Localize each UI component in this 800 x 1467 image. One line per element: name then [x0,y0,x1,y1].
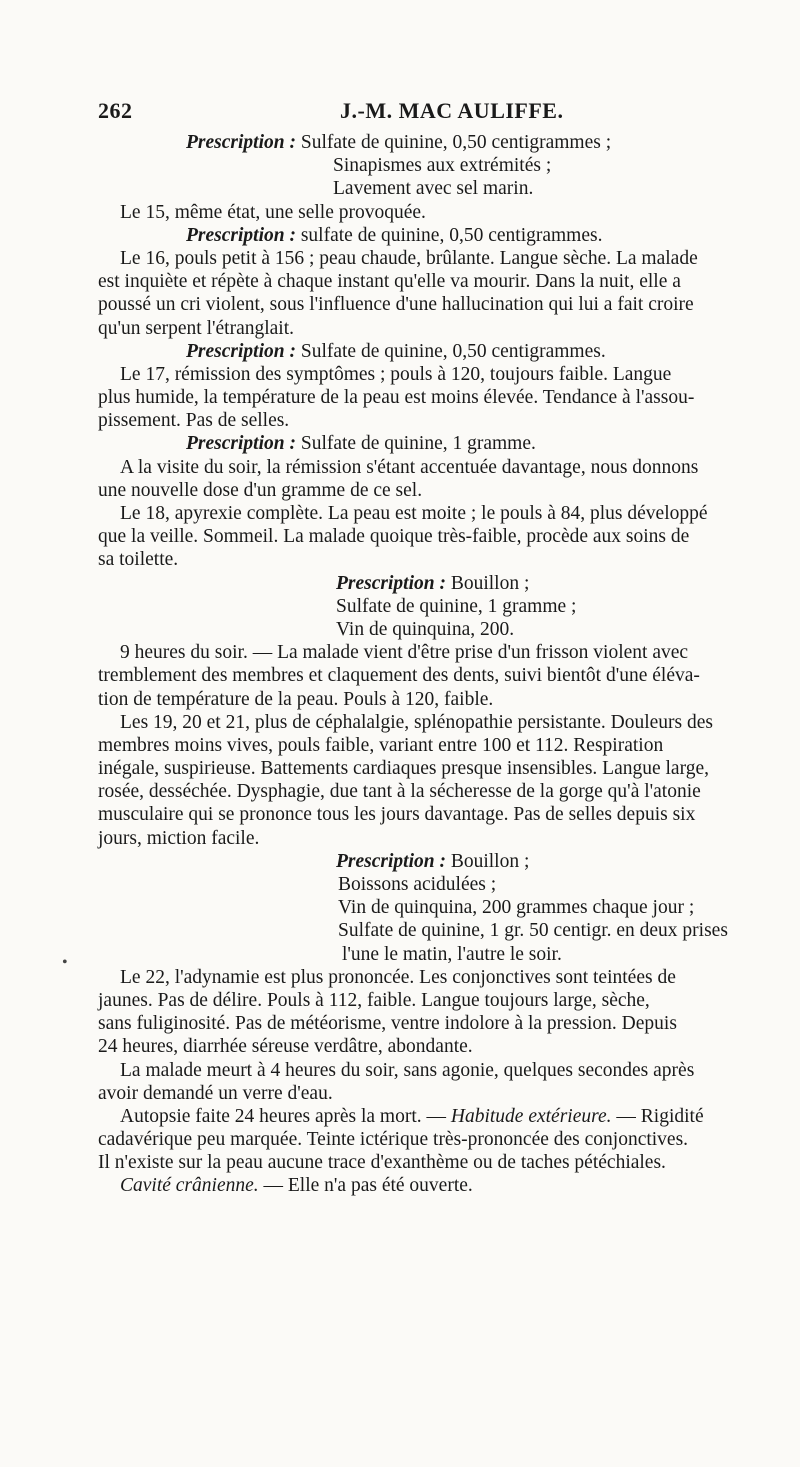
text-line [98,1083,758,1105]
running-title: J.-M. MAC AULIFFE. [340,98,564,123]
text-line [98,735,758,757]
text-line [98,619,758,641]
text-line [98,712,758,734]
line-text-tail: — Elle n'a pas été ouverte. [258,1175,473,1197]
line-text: Bouillon ; [445,850,530,872]
prescription-line [98,132,758,154]
text-line [98,294,758,316]
text-line [98,526,758,548]
line-text: A la visite du soir, la rémission s'étant accentuée davantage, nous donnons [120,456,699,478]
line-text: Le 22, l'adynamie est plus prononcée. Les conjonctives sont teintées de [120,966,676,988]
line-text: Sulfate de quinine, 1 gramme ; [336,595,577,617]
line-text-tail: — Rigidité [611,1105,704,1127]
line-text: rosée, desséchée. Dysphagie, due tant à la sécheresse de la gorge qu'à l'atonie [98,781,701,803]
line-text: jaunes. Pas de délire. Pouls à 112, faible. Langue toujours large, sèche, [98,989,650,1011]
line-text: jours, miction facile. [98,827,260,849]
text-line [98,1013,758,1035]
text-line [98,990,758,1012]
line-text: Le 17, rémission des symptômes ; pouls à 120, toujours faible. Langue [120,363,672,385]
text-line [98,248,758,270]
text-line [98,920,758,942]
line-text: Sulfate de quinine, 0,50 centigrammes. [295,340,606,362]
text-line [98,828,758,850]
line-text: qu'un serpent l'étranglait. [98,317,295,339]
text-line [98,897,758,919]
line-text: Le 16, pouls petit à 156 ; peau chaude, brûlante. Langue sèche. La malade [120,247,698,269]
line-text: Il n'existe sur la peau aucune trace d'exanthème ou de taches pétéchiales. [98,1152,666,1174]
text-line [98,689,758,711]
line-text: poussé un cri violent, sous l'influence d'une hallucination qui lui a fait croire [98,294,694,316]
text-line [98,271,758,293]
text-line [98,178,758,200]
line-text: l'une le matin, l'autre le soir. [342,943,562,965]
line-text: inégale, suspirieuse. Battements cardiaques presque insensibles. Langue large, [98,758,709,780]
prescription-label: Prescription : [186,132,296,153]
page-number: 262 [98,98,133,123]
prescription-line [98,433,758,455]
line-text: avoir demandé un verre d'eau. [98,1082,333,1104]
line-text: Le 18, apyrexie complète. La peau est moite ; le pouls à 84, plus développé [120,503,708,524]
line-text: est inquiète et répète à chaque instant qu'elle va mourir. Dans la nuit, elle a [98,271,681,293]
italic-heading: Cavité crânienne. [120,1175,259,1197]
line-text: 9 heures du soir. — La malade vient d'être prise d'un frisson violent avec [120,642,689,664]
italic-heading: Habitude extérieure. [450,1105,612,1127]
prescription-label: Prescription : [336,572,446,594]
line-text: Vin de quinquina, 200 grammes chaque jour ; [338,897,695,919]
line-text: que la veille. Sommeil. La malade quoique très-faible, procède aux soins de [98,526,690,548]
body-text [98,132,758,1199]
line-text: Autopsie faite 24 heures après la mort. — [120,1105,451,1127]
text-line [98,1175,758,1197]
line-text: sans fuliginosité. Pas de météorisme, ventre indolore à la pression. Depuis [98,1013,677,1035]
text-line [98,804,758,826]
text-line [98,1106,758,1128]
text-line [98,1152,758,1174]
line-text: La malade meurt à 4 heures du soir, sans agonie, quelques secondes après [120,1059,695,1081]
line-text: sa toilette. [98,549,179,571]
text-line [98,944,758,966]
text-line [98,665,758,687]
text-line [98,480,758,502]
prescription-line [98,341,758,363]
prescription-line [98,225,758,247]
text-line [98,318,758,340]
line-text: Sulfate de quinine, 1 gramme. [295,433,536,455]
text-line [98,1060,758,1082]
text-line [98,642,758,664]
line-text: sulfate de quinine, 0,50 centigrammes. [295,224,603,246]
text-line [98,503,758,525]
text-line [98,364,758,386]
line-text: Vin de quinquina, 200. [336,618,515,640]
text-line [98,410,758,432]
line-text: Sinapismes aux extrémités ; [333,155,552,177]
line-text: tremblement des membres et claquement des dents, suivi bientôt d'une éléva- [98,665,700,687]
line-text: Les 19, 20 et 21, plus de céphalalgie, splénopathie persistante. Douleurs des [120,711,713,733]
line-text: plus humide, la température de la peau est moins élevée. Tendance à l'assou- [98,387,695,409]
text-line [98,549,758,571]
text-line [98,967,758,989]
text-line [98,1129,758,1151]
prescription-label: Prescription : [336,850,446,872]
line-text: une nouvelle dose d'un gramme de ce sel. [98,479,423,501]
line-text: cadavérique peu marquée. Teinte ictérique très-prononcée des conjonctives. [98,1129,689,1151]
line-text: Bouillon ; [445,572,530,594]
text-line [98,202,758,224]
text-line [98,758,758,780]
text-line [98,781,758,803]
text-line [98,1036,758,1058]
line-text: 24 heures, diarrhée séreuse verdâtre, abondante. [98,1036,473,1058]
text-line [98,387,758,409]
prescription-line [98,851,758,873]
line-text: pissement. Pas de selles. [98,410,290,432]
line-text: Le 15, même état, une selle provoquée. [120,201,426,223]
margin-mark: • [62,954,68,971]
prescription-label: Prescription : [186,433,296,455]
line-text: Lavement avec sel marin. [333,178,534,200]
text-line [98,457,758,479]
prescription-line [98,573,758,595]
text-line [98,874,758,896]
prescription-label: Prescription : [186,224,296,246]
line-text: Sulfate de quinine, 1 gr. 50 centigr. en deux prises [338,920,728,942]
line-text: tion de température de la peau. Pouls à 120, faible. [98,688,494,710]
line-text: Boissons acidulées ; [338,874,497,895]
text-line [98,596,758,618]
text-line [98,155,758,177]
prescription-label: Prescription : [186,340,296,362]
line-text: musculaire qui se prononce tous les jours davantage. Pas de selles depuis six [98,804,696,826]
line-text: membres moins vives, pouls faible, variant entre 100 et 112. Respiration [98,734,664,756]
line-text: Sulfate de quinine, 0,50 centigrammes ; [295,132,612,153]
